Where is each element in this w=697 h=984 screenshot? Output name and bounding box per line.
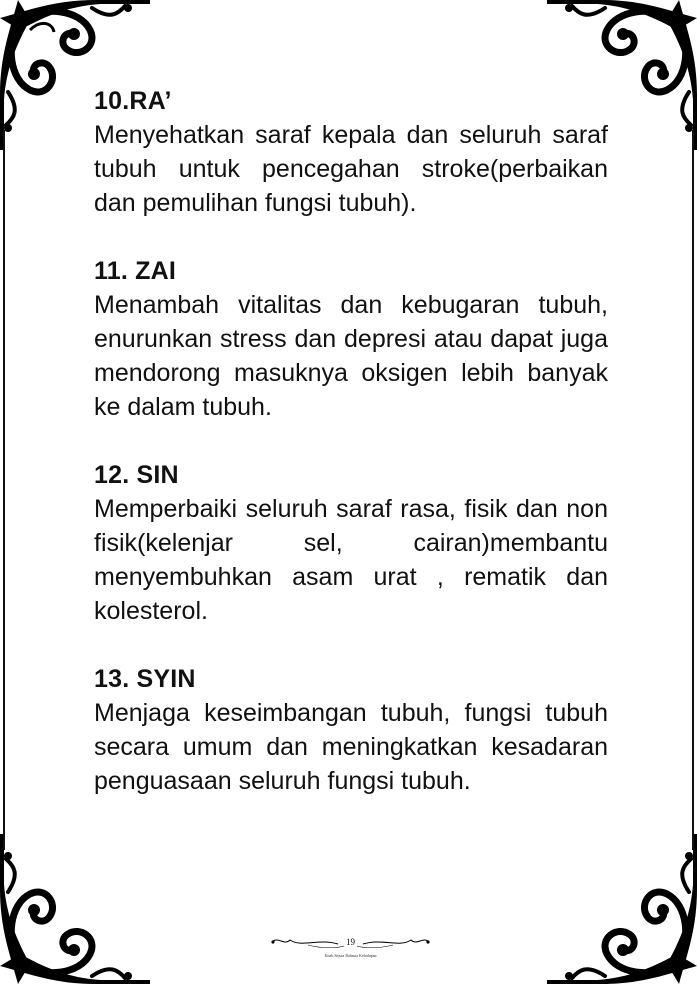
main-content [94, 84, 608, 832]
right-border-line [692, 130, 694, 850]
section-heading: 13. SYIN [94, 665, 196, 693]
section-sin [94, 458, 608, 628]
footer-caption: Kitab Sejuta Rahasia Kehidupan [324, 953, 377, 958]
page-number: 19 [346, 937, 355, 947]
section-body: Menyehatkan saraf kepala dan seluruh saraf tubuh untuk pencegahan stroke(perbaikan dan pemulihan fungsi tubuh). [94, 121, 608, 217]
section-ra [94, 84, 608, 220]
section-heading: 10.RA’ [94, 87, 172, 115]
section-syin [94, 662, 608, 798]
section-body: Memperbaiki seluruh saraf rasa, fisik dan non fisik(kelenjar sel, cairan)membantu menyembuhkan asam urat , rematik dan kolesterol. [94, 495, 608, 625]
section-heading: 12. SIN [94, 461, 179, 489]
section-heading: 11. ZAI [94, 257, 176, 285]
left-border-line [3, 130, 5, 850]
section-body: Menjaga keseimbangan tubuh, fungsi tubuh secara umum dan meningkatkan kesadaran penguasaan seluruh fungsi tubuh. [94, 699, 608, 795]
corner-flourish-icon [547, 834, 697, 984]
section-zai [94, 254, 608, 424]
page-footer [268, 934, 433, 968]
corner-flourish-icon [0, 834, 150, 984]
section-body: Menambah vitalitas dan kebugaran tubuh, enurunkan stress dan depresi atau dapat juga mendorong masuknya oksigen lebih banyak ke dalam tubuh. [94, 291, 608, 421]
